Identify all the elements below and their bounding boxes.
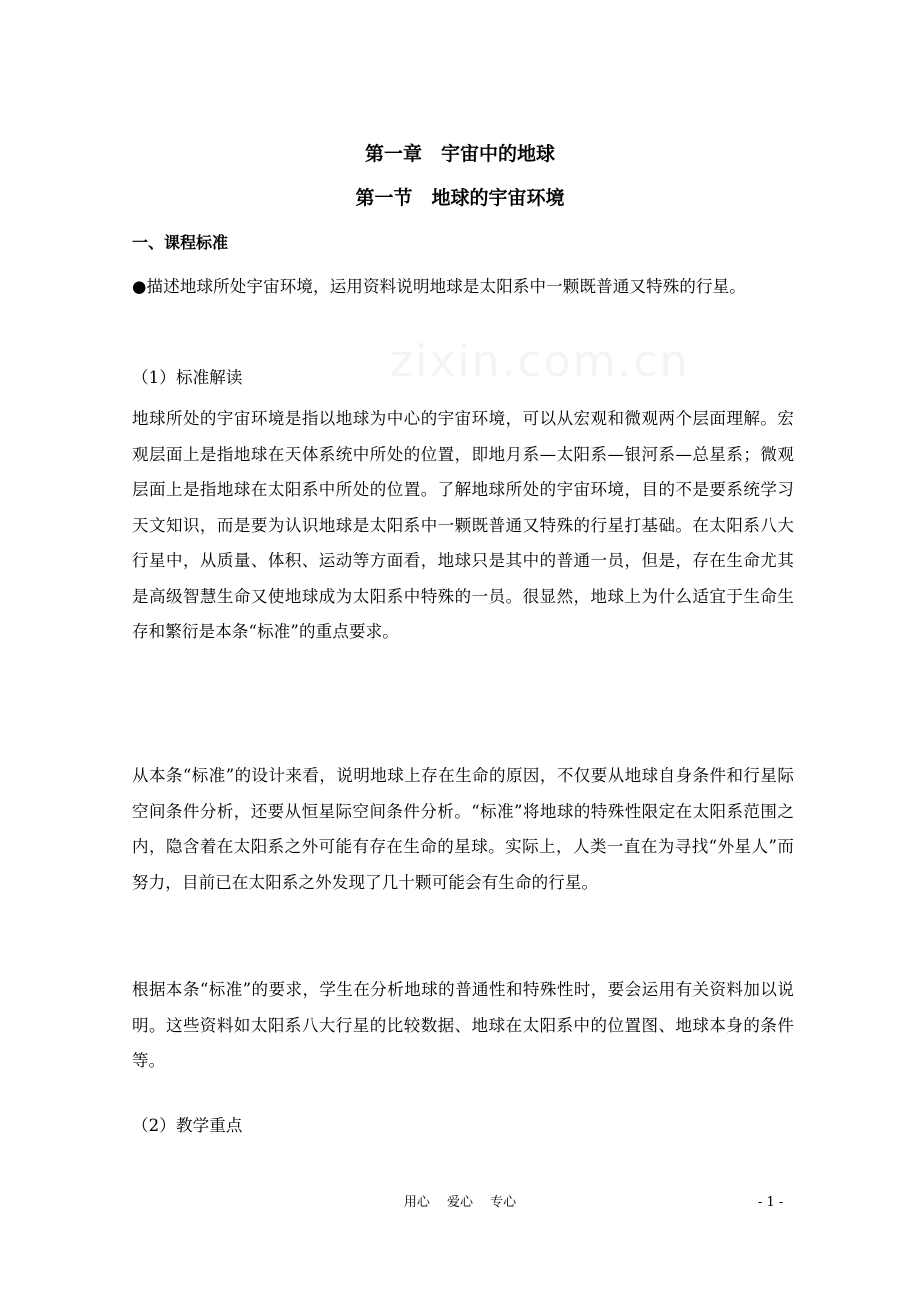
subheading-standard-interpretation: （1）标准解读 [132, 368, 243, 387]
heading-course-standard: 一、课程标准 [132, 233, 229, 252]
paragraph-interpretation-3: 根据本条“标准”的要求，学生在分析地球的普通性和特殊性时，要会运用有关资料加以说明。这些资料如太阳系八大行星的比较数据、地球在太阳系中的位置图、地球本身的条件等。 [132, 980, 794, 1070]
paragraph-interpretation-1: 地球所处的宇宙环境是指以地球为中心的宇宙环境，可以从宏观和微观两个层面理解。宏观层面上是指地球在天体系统中所处的位置，即地月系—太阳系—银河系—总星系；微观层面上是指地球在太阳系中所处的位置。了解地球所处的宇宙环境，目的不是要系统学习天文知识，而是要为认识地球是太阳系中一颗既普通又特殊的行星打基础。在太阳系八大行星中，从质量、体积、运动等方面看，地球只是其中的普通一员，但是，存在生命尤其是高级智慧生命又使地球成为太阳系中特殊的一员。很显然，地球上为什么适宜于生命生存和繁衍是本条“标准”的重点要求。 [132, 409, 794, 641]
section-title: 第一节 地球的宇宙环境 [355, 187, 565, 209]
watermark: zixin.com.cn [390, 336, 690, 387]
page-number: - 1 - [758, 1195, 784, 1210]
subheading-teaching-focus: （2）教学重点 [132, 1116, 243, 1135]
footer-motto: 用心 爱心 专心 [403, 1195, 517, 1210]
chapter-title: 第一章 宇宙中的地球 [364, 143, 555, 165]
standard-bullet: ●描述地球所处宇宙环境，运用资料说明地球是太阳系中一颗既普通又特殊的行星。 [132, 277, 746, 296]
paragraph-interpretation-2: 从本条“标准”的设计来看，说明地球上存在生命的原因，不仅要从地球自身条件和行星际空间条件分析，还要从恒星际空间条件分析。“标准”将地球的特殊性限定在太阳系范围之内，隐含着在太阳系之外可能有存在生命的星球。实际上，人类一直在为寻找“外星人”而努力，目前已在太阳系之外发现了几十颗可能会有生命的行星。 [132, 766, 794, 892]
